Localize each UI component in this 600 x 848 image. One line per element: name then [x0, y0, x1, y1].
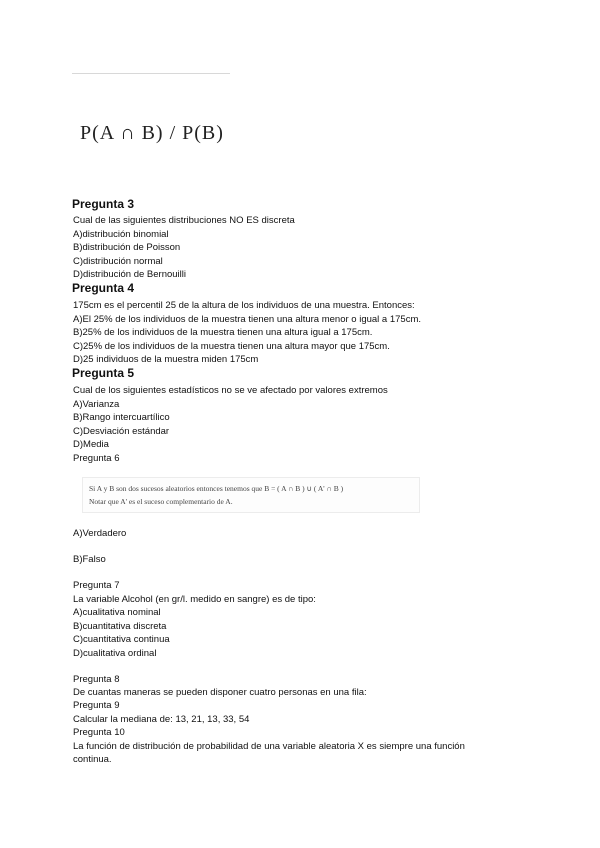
- question-3-text: Cual de las siguientes distribuciones NO ES discreta: [73, 215, 295, 226]
- question-7-title: Pregunta 7: [73, 580, 120, 591]
- question-3-option-b: B)distribución de Poisson: [73, 242, 181, 253]
- question-6-statement-image: [82, 477, 420, 513]
- question-3-title: Pregunta 3: [72, 197, 135, 211]
- question-7-option-d: D)cualitativa ordinal: [73, 648, 157, 659]
- conditional-probability-formula: P(A ∩ B) / P(B): [80, 122, 224, 144]
- question-7-option-c: C)cuantitativa continua: [73, 634, 170, 645]
- question-10-text-line-1: La función de distribución de probabilidad de una variable aleatoria X es siempre una función: [73, 741, 465, 752]
- question-3-option-a: A)distribución binomial: [73, 229, 169, 240]
- question-5-option-a: A)Varianza: [73, 399, 120, 410]
- question-4-option-b: B)25% de los individuos de la muestra tienen una altura igual a 175cm.: [73, 327, 373, 338]
- question-5-option-b: B)Rango intercuartílico: [73, 412, 170, 423]
- question-4-option-a: A)El 25% de los individuos de la muestra tienen una altura menor o igual a 175cm.: [73, 314, 422, 325]
- question-7-option-a: A)cualitativa nominal: [73, 607, 161, 618]
- question-3-option-d: D)distribución de Bernouilli: [73, 269, 186, 280]
- question-5-title: Pregunta 5: [72, 366, 135, 380]
- question-4-title: Pregunta 4: [72, 281, 135, 295]
- question-9-text: Calcular la mediana de: 13, 21, 13, 33, 54: [73, 714, 250, 725]
- top-divider: [72, 73, 230, 74]
- question-6-title: Pregunta 6: [73, 453, 120, 464]
- question-6-statement-line-1: Si A y B son dos sucesos aleatorios entonces tenemos que B = ( A ∩ B ) ∪ ( A' ∩ B ): [89, 484, 344, 493]
- question-3-option-c: C)distribución normal: [73, 256, 163, 267]
- question-5-text: Cual de los siguientes estadísticos no se ve afectado por valores extremos: [73, 385, 388, 396]
- question-7-option-b: B)cuantitativa discreta: [73, 621, 167, 632]
- question-7-text: La variable Alcohol (en gr/l. medido en sangre) es de tipo:: [73, 594, 316, 605]
- question-5-option-d: D)Media: [73, 439, 109, 450]
- question-6-option-a: A)Verdadero: [73, 528, 127, 539]
- question-9-title: Pregunta 9: [73, 700, 120, 711]
- question-5-option-c: C)Desviación estándar: [73, 426, 170, 437]
- question-8-text: De cuantas maneras se pueden disponer cuatro personas en una fila:: [73, 687, 367, 698]
- question-6-statement-line-2: Notar que A' es el suceso complementario de A.: [89, 497, 233, 506]
- question-4-text: 175cm es el percentil 25 de la altura de los individuos de una muestra. Entonces:: [73, 300, 415, 311]
- question-10-title: Pregunta 10: [73, 727, 125, 738]
- question-6-option-b: B)Falso: [73, 554, 106, 565]
- question-10-text-line-2: continua.: [73, 754, 112, 765]
- question-4-option-c: C)25% de los individuos de la muestra tienen una altura mayor que 175cm.: [73, 341, 390, 352]
- question-8-title: Pregunta 8: [73, 674, 120, 685]
- question-4-option-d: D)25 individuos de la muestra miden 175cm: [73, 354, 259, 365]
